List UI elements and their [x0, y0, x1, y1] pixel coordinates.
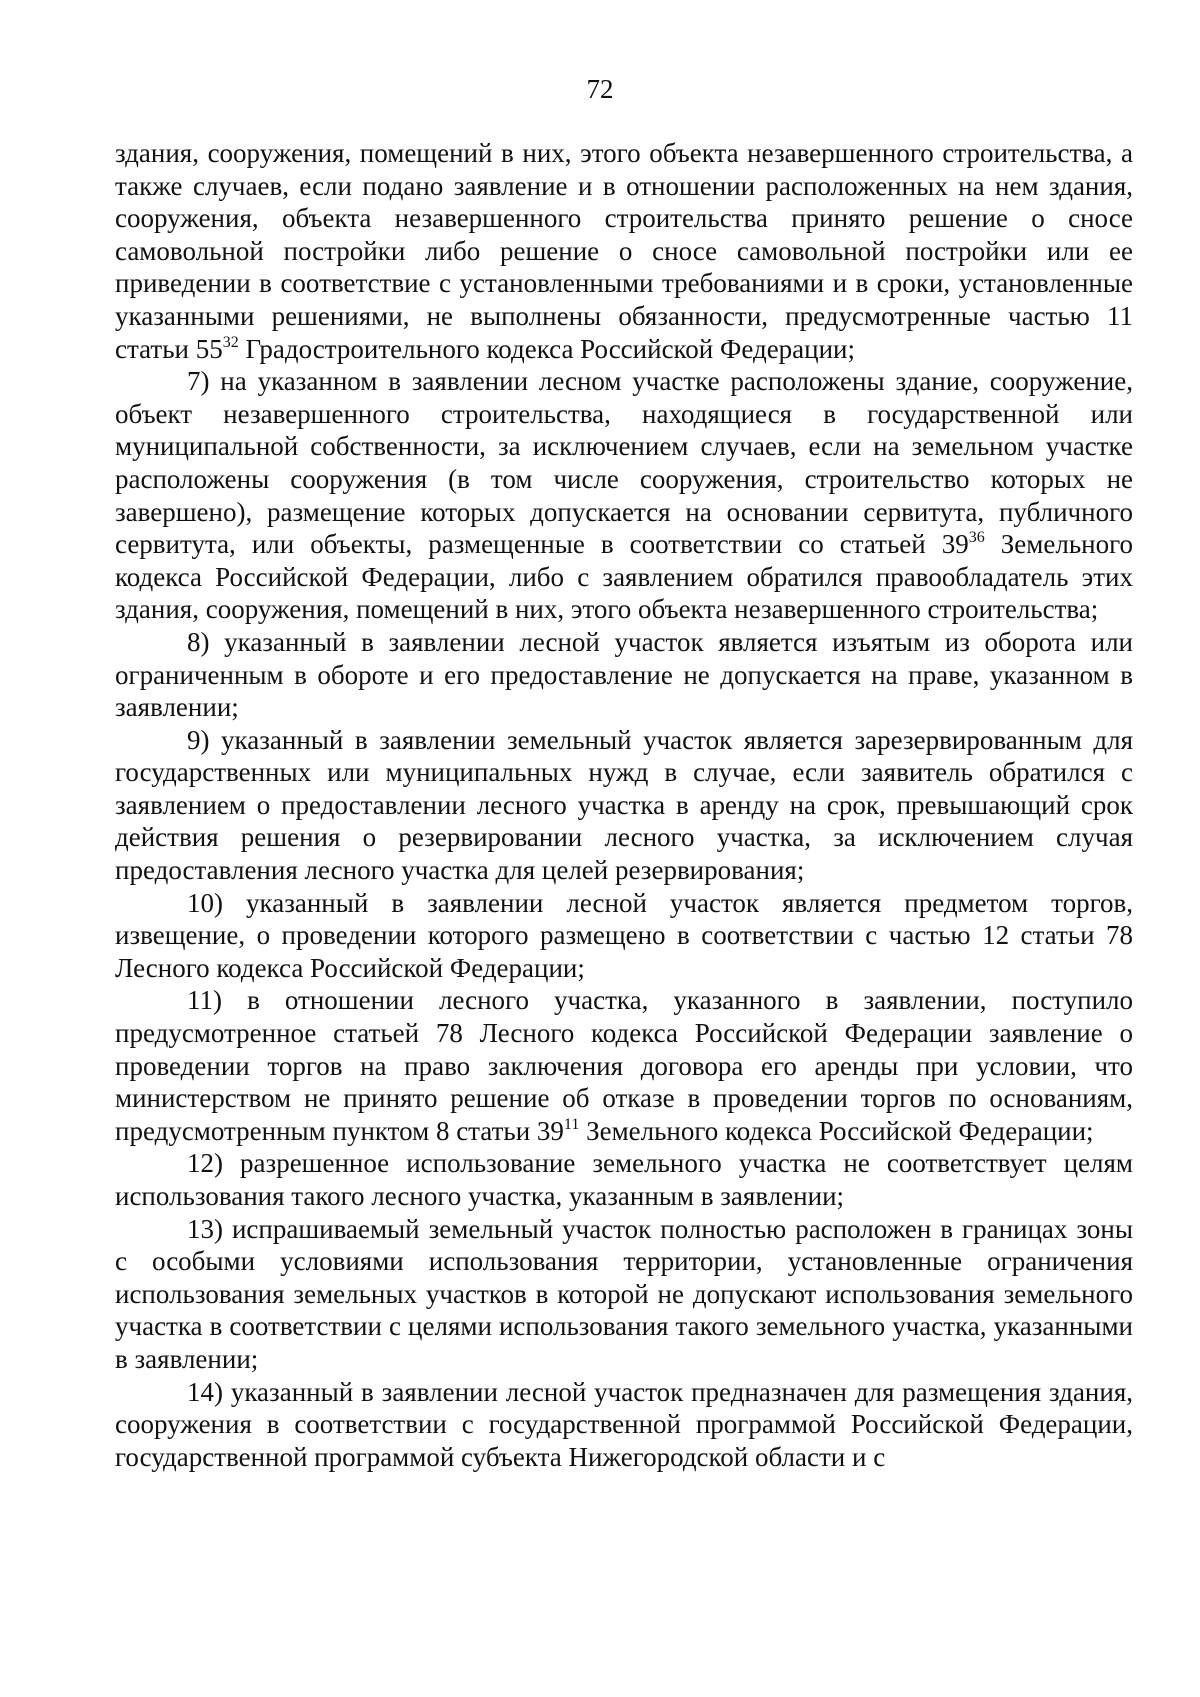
paragraph-text: 7) на указанном в заявлении лесном участке расположены здание, сооружение, объект незавершенного строительства, находящиеся в государственной или муниципальной собственности, за исключением случаев, если на земельном участке расположены сооружения (в том числе сооружения, строительство которых не завершено), размещение которых допускается на основании сервитута, публичного сервитута, или объекты, размещенные в соответствии со статьей 39 — [115, 366, 1133, 560]
paragraph-text: 8) указанный в заявлении лесной участок является изъятым из оборота или ограниченным в обороте и его предоставление не допускается на праве, указанном в заявлении; — [115, 626, 1133, 723]
paragraph-text: Градостроительного кодекса Российской Федерации; — [238, 333, 856, 364]
reference-superscript: 36 — [968, 529, 985, 547]
paragraph-text: Земельного кодекса Российской Федерации, либо с заявлением обратился правообладатель этих здания, сооружения, помещений в них, этого объекта незавершенного строительства; — [115, 529, 1133, 625]
paragraph-text: 13) испрашиваемый земельный участок полностью расположен в границах зоны с особыми условиями использования территории, установленные ограничения использования земельных участков в которой не допускают использования земельного участка в соответствии с целями использования такого земельного участка, указанными в заявлении; — [115, 1213, 1133, 1374]
paragraph — [115, 1213, 1133, 1376]
paragraph — [115, 365, 1133, 626]
paragraph — [115, 1147, 1133, 1212]
page-number: 72 — [586, 74, 614, 104]
paragraph-text: 14) указанный в заявлении лесной участок предназначен для размещения здания, сооружения в соответствии с государственной программой Российской Федерации, государственной программой субъекта Нижегородской области и с — [115, 1376, 1133, 1472]
paragraph — [115, 626, 1133, 724]
reference-superscript: 11 — [563, 1115, 580, 1133]
paragraph-text: 9) указанный в заявлении земельный участок является зарезервированным для государственных или муниципальных нужд в случае, если заявитель обратился с заявлением о предоставлении лесного участка в аренду на срок, превышающий срок действия решения о резервировании лесного участка, за исключением случая предоставления лесного участка для целей резервирования; — [115, 724, 1133, 886]
paragraph-text: Земельного кодекса Российской Федерации; — [579, 1115, 1094, 1146]
paragraph-text: здания, сооружения, помещений в них, этого объекта незавершенного строительства, а также случаев, если подано заявление и в отношении расположенных на нем здания, сооружения, объекта незавершенного строительства принято решение о сносе самовольной постройки либо решение о сносе самовольной постройки или ее приведении в соответствие с установленными требованиями и в сроки, установленные указанными решениями, не выполнены обязанности, предусмотренные частью 11 статьи 55 — [115, 138, 1133, 364]
reference-superscript: 32 — [222, 333, 239, 351]
paragraph — [115, 887, 1133, 985]
document-body — [115, 137, 1133, 1473]
paragraph-text: 11) в отношении лесного участка, указанного в заявлении, поступило предусмотренное статьей 78 Лесного кодекса Российской Федерации заявление о проведении торгов на право заключения договора его аренды при условии, что министерством не принято решение об отказе в проведении торгов по основаниям, предусмотренным пунктом 8 статьи 39 — [115, 985, 1133, 1146]
paragraph — [115, 984, 1133, 1147]
paragraph — [115, 137, 1133, 365]
paragraph-text: 12) разрешенное использование земельного участка не соответствует целям использования такого лесного участка, указанным в заявлении; — [115, 1148, 1133, 1211]
paragraph-text: 10) указанный в заявлении лесной участок является предметом торгов, извещение, о проведении которого размещено в соответствии с частью 12 статьи 78 Лесного кодекса Российской Федерации; — [115, 887, 1133, 983]
paragraph — [115, 724, 1133, 887]
paragraph — [115, 1376, 1133, 1474]
